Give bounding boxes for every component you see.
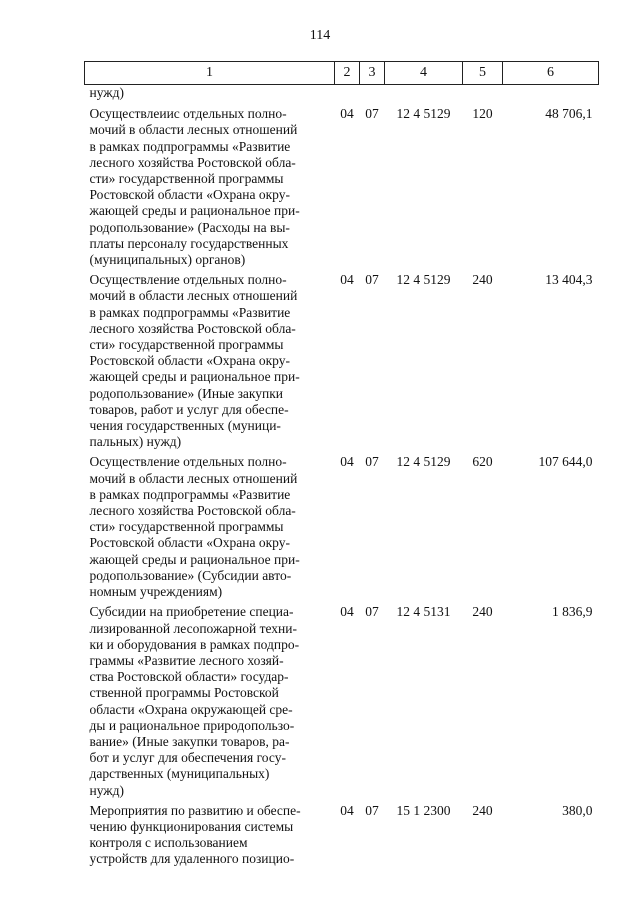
row-description: Осуществлеиис отдельных полно- мочий в области лесных отношений в рамках подпрограммы «Развитие лесного хозяйства Ростовской обла- сти» государственной программы Ростовской области «Охрана окру- жающей среды и рациональное при- родопользование» (Расходы на вы- платы персоналу государственных (муниципальных) органов) [89, 106, 300, 268]
row-subsection: 07 [365, 454, 379, 470]
header-col-2: 2 [335, 62, 360, 85]
row-expense-type: 620 [472, 454, 493, 470]
row-section: 04 [340, 802, 354, 818]
row-target-code: 12 4 5129 [396, 454, 451, 470]
table-row [85, 269, 599, 451]
table-row [85, 601, 599, 799]
row-expense-type: 240 [472, 272, 493, 288]
row-section: 04 [340, 106, 354, 122]
row-amount: 13 404,3 [545, 272, 593, 288]
header-row [85, 62, 599, 85]
row-description: Мероприятия по развитию и обеспе- чению функционирования системы контроля с использованием устройств для удаленного позицио- [89, 802, 301, 867]
row-target-code: 15 1 2300 [396, 802, 451, 818]
row-amount: 380,0 [562, 802, 593, 818]
row-section: 04 [340, 272, 354, 288]
row-amount: 48 706,1 [545, 106, 593, 122]
header-col-6: 6 [503, 62, 599, 85]
header-col-1: 1 [85, 62, 335, 85]
row-subsection: 07 [365, 106, 379, 122]
row-target-code: 12 4 5129 [396, 106, 451, 122]
row-subsection: 07 [365, 604, 379, 620]
row-subsection: 07 [365, 802, 379, 818]
table-row [85, 800, 599, 869]
row-description: Осуществление отдельных полно- мочий в области лесных отношений в рамках подпрограммы «Развитие лесного хозяйства Ростовской обла- сти» государственной программы Ростовской области «Охрана окру- жающей среды и рациональное при- родопользование» (Субсидии авто- номным учреждениям) [89, 454, 300, 600]
row-expense-type: 240 [472, 802, 493, 818]
continuation-text: нужд) [89, 85, 124, 100]
row-description: Осуществление отдельных полно- мочий в области лесных отношений в рамках подпрограммы «Развитие лесного хозяйства Ростовской обла- сти» государственной программы Ростовской области «Охрана окру- жающей среды и рациональное при- родопользование» (Иные закупки товаров, работ и услуг для обеспе- чения государственных (муници- пальных) нужд) [89, 272, 300, 450]
row-description: Субсидии на приобретение специа- лизированной лесопожарной техни- ки и оборудования в рамках подпро- граммы «Развитие лесного хозяй- ства Ростовской области» государ- ственной программы Ростовской области «Охрана окружающей сре- ды и рациональное природопользо- вание» (Иные закупки товаров, ра- бот и услуг для обеспечения госу- дарственных (муниципальных) нужд) [89, 604, 300, 798]
header-col-5: 5 [463, 62, 503, 85]
page-number: 114 [309, 28, 331, 43]
header-col-3: 3 [360, 62, 385, 85]
row-amount: 1 836,9 [552, 604, 593, 620]
row-subsection: 07 [365, 272, 379, 288]
table-header [85, 62, 599, 85]
row-amount: 107 644,0 [538, 454, 593, 470]
row-target-code: 12 4 5129 [396, 272, 451, 288]
row-expense-type: 240 [472, 604, 493, 620]
row-target-code: 12 4 5131 [396, 604, 451, 620]
header-col-4: 4 [385, 62, 463, 85]
table-row [85, 451, 599, 601]
row-expense-type: 120 [472, 106, 493, 122]
table-row [85, 103, 599, 269]
continuation-row [85, 85, 599, 104]
budget-table [84, 61, 599, 869]
row-section: 04 [340, 604, 354, 620]
row-section: 04 [340, 454, 354, 470]
table-body [85, 85, 599, 869]
